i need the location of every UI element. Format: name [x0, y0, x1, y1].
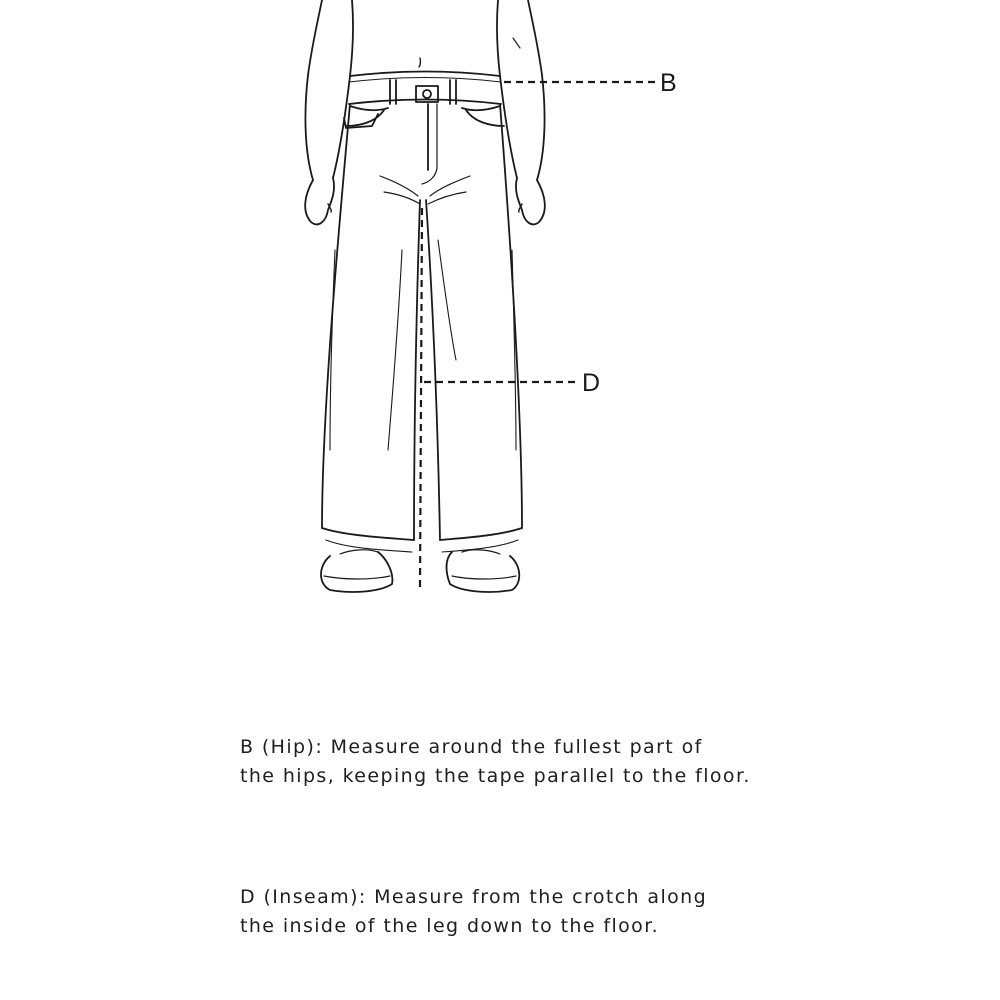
inseam-instruction [240, 883, 880, 941]
inseam-instruction-line-2: the inside of the leg down to the floor. [240, 915, 660, 937]
torso-outline [308, 0, 542, 76]
left-arm [305, 75, 350, 224]
inseam-guide-line [420, 208, 422, 588]
left-leg [322, 104, 420, 552]
inseam-instruction-line-1: D (Inseam): Measure from the crotch along [240, 886, 708, 908]
left-shoe [321, 550, 392, 592]
hip-instruction-line-2: the hips, keeping the tape parallel to the floor. [240, 765, 751, 787]
waist-button [423, 90, 431, 98]
hip-marker-label: B [660, 69, 677, 97]
waistband [349, 72, 501, 105]
hip-instruction [240, 733, 880, 791]
hip-instruction-line-1: B (Hip): Measure around the fullest part of [240, 736, 703, 758]
right-shoe [447, 550, 520, 592]
right-leg [426, 104, 522, 552]
inseam-marker-label: D [582, 369, 601, 397]
front-pockets [344, 106, 504, 128]
fly-stitching [422, 104, 437, 184]
crotch-folds [380, 176, 470, 204]
